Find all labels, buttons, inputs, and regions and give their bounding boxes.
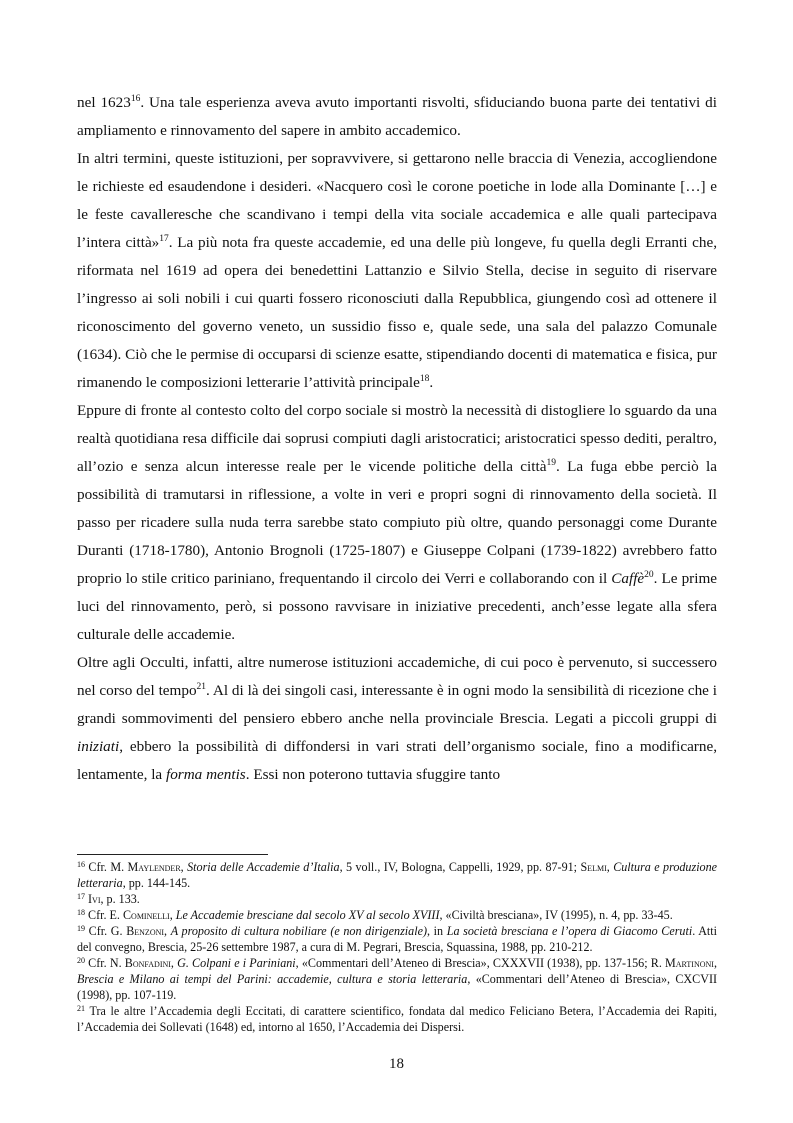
footnote-ref-16: 16 — [130, 94, 141, 104]
paragraph-4: Oltre agli Occulti, infatti, altre numerose istituzioni accademiche, di cui poco è pervenuto, si successero nel corso del tempo$^{21}$. Al di là dei singoli casi, interessante è in ogni modo la sensibilità di ricezione che i grandi sommovimenti del pensiero ebbero anche nella provinciale Brescia. Legati a piccoli gruppi di iniziati, ebbero la possibilità di diffondersi in vari strati dell’organismo sociale, fino a modificarne, lentamente, la forma mentis. Essi non poterono tuttavia sfuggire tanto — [77, 654, 717, 783]
paragraph-2: In altri termini, queste istituzioni, per sopravvivere, si gettarono nelle braccia di Venezia, accogliendone le richieste ed esaudendone i desideri. «Nacquero così le corone poetiche in lode alla Dominante […] e le feste cavalleresche che scandivano i tempi della vita sociale accademica e alle quali partecipava l’intera città»$^{17}$. La più nota fra queste accademie, ed una delle più longeve, fu quella degli Erranti che, riformata nel 1619 ad opera dei benedettini Lattanzio e Silvio Stella, decise in seguito di riservare l’ingresso ai soli nobili i cui quarti fossero riconosciuti dalla Repubblica, giungendo così ad ottenere il riconoscimento del governo veneto, un sussidio fisso e, quale sede, una sala del palazzo Comunale (1634). Ciò che le permise di occuparsi di scienze esatte, stipendiando docenti di matematica e fisica, pur rimanendo le composizioni letterarie l’attività principale$^{18}$. — [77, 150, 717, 391]
footnotes — [77, 859, 717, 1035]
footnote-ref-18: 18 — [419, 374, 430, 384]
footnote-separator — [77, 854, 268, 855]
paragraph-3: Eppure di fronte al contesto colto del corpo sociale si mostrò la necessità di distogliere lo sguardo da una realtà quotidiana resa difficile dai soprusi compiuti dagli aristocratici; aristocratici spesso dediti, peraltro, all’ozio e senza alcun interesse reale per le vicende politiche della città$^{19}$. La fuga ebbe perciò la possibilità di tramutarsi in riflessione, a volte in veri e propri sogni di rinnovamento della società. Il passo per ricadere sulla nuda terra sarebbe stato compiuto più oltre, quando personaggi come Durante Duranti (1718-1780), Antonio Brognoli (1725-1807) e Giuseppe Colpani (1739-1822) avrebbero fatto proprio lo stile critico pariniano, frequentando il circolo dei Verri e collaborando con il Caffè$^{20}$. Le prime luci del rinnovamento, però, si possono ravvisare in iniziative precedenti, anch’esse legate alla sfera culturale delle accademie. — [77, 402, 717, 643]
page-number: 18 — [389, 1056, 404, 1072]
footnote-20: $^{20}$ Cfr. N. Bonfadini, G. Colpani e i Pariniani, «Commentari dell’Ateneo di Brescia», CXXXVII (1938), pp. 137-156; R. Martinoni, Brescia e Milano ai tempi del Parini: accademie, cultura e storia letteraria, «Commentari dell’Ateneo di Brescia», CXCVII (1998), pp. 107-119. — [77, 956, 717, 1002]
body-text — [77, 89, 717, 789]
footnote-21: $^{21}$ Tra le altre l’Accademia degli Eccitati, di carattere scientifico, fondata dal medico Feliciano Betera, l’Accademia dei Rapiti, l’Accademia dei Sollevati (1648) ed, intorno al 1650, l’Accademia dei Dispersi. — [77, 1004, 717, 1034]
footnote-ref-17: 17 — [159, 234, 169, 244]
footnote-19: $^{19}$ Cfr. G. Benzoni, A proposito di cultura nobiliare (e non dirigenziale), in La società bresciana e l’opera di Giacomo Ceruti. Atti del convegno, Brescia, 25-26 settembre 1987, a cura di M. Pegrari, Brescia, Squassina, 1988, pp. 210-212. — [77, 924, 718, 954]
paragraph-1: nel 1623$^{16}$. Una tale esperienza aveva avuto importanti risvolti, sfiduciando buona parte dei tentativi di ampliamento e rinnovamento del sapere in ambito accademico. — [77, 94, 717, 139]
footnote-18: $^{18}$ Cfr. E. Cominelli, Le Accademie bresciane dal secolo XV al secolo XVIII, «Civiltà bresciana», IV (1995), n. 4, pp. 33-45. — [77, 908, 673, 922]
footnote-ref-20: 20 — [644, 570, 654, 580]
footnote-ref-19: 19 — [546, 458, 556, 468]
footnote-17: $^{17}$ Ivi, p. 133. — [77, 892, 140, 906]
footnote-ref-21: 21 — [196, 682, 207, 692]
footnote-16: $^{16}$ Cfr. M. Maylender, Storia delle Accademie d’Italia, 5 voll., IV, Bologna, Cappelli, 1929, pp. 87-91; Selmi, Cultura e produzione letteraria, pp. 144-145. — [77, 860, 718, 890]
